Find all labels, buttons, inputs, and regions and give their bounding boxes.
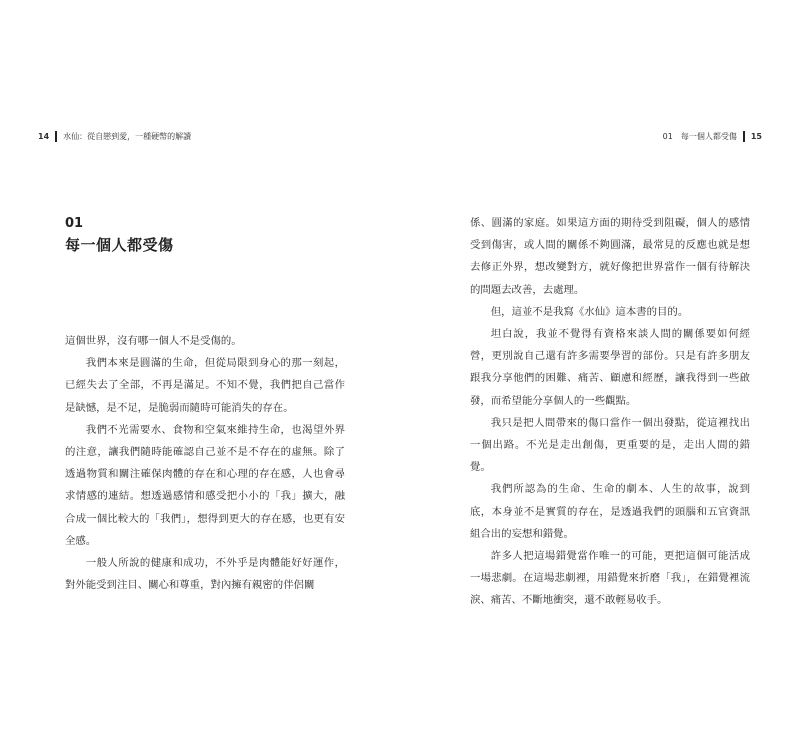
chapter-number: 01 — [65, 216, 84, 231]
paragraph: 這個世界，沒有哪一個人不是受傷的。 — [65, 335, 242, 347]
paragraph: 我只是把人間帶來的傷口當作一個出發點，從這裡找出一個出路。不光是走出創傷，更重要的是，走出人間的錯覺。 — [470, 416, 750, 474]
running-head-divider — [743, 131, 745, 142]
paragraph: 係、圓滿的家庭。如果這方面的期待受到阻礙，個人的感情受到傷害，或人間的關係不夠圓滿，最常見的反應也就是想去修正外界，想改變對方，就好像把世界當作一個有待解決的問題去改善，去處理。 — [470, 217, 750, 296]
right-page — [400, 0, 800, 744]
chapter-header: 01 每一個人都受傷 — [662, 132, 737, 141]
paragraph: 我們不光需要水、食物和空氣來維持生命，也渴望外界的注意，讓我們隨時能確認自己並不是不存在的虛無。除了透過物質和關注確保肉體的存在和心理的存在感，人也會尋求情感的連結。想透過感情和感受把小小的「我」擴大，融合成一個比較大的「我們」，想得到更大的存在感，也更有安全感。 — [65, 423, 345, 547]
left-running-head — [38, 131, 191, 142]
paragraph: 但，這並不是我寫《水仙》這本書的目的。 — [490, 305, 689, 318]
book-title-header: 水仙：從自戀到愛，一種硬幣的解讀 — [63, 132, 192, 141]
paragraph: 許多人把這場錯覺當作唯一的可能，更把這個可能活成一場悲劇。在這場悲劇裡，用錯覺來折磨「我」，在錯覺裡流淚、痛苦、不斷地衝突，還不敢輕易收手。 — [470, 550, 750, 607]
right-page-number: 15 — [750, 132, 762, 141]
chapter-title: 每一個人都受傷 — [65, 236, 174, 254]
right-running-head — [663, 131, 762, 142]
paragraph: 一般人所說的健康和成功，不外乎是肉體能好好運作，對外能受到注目、關心和尊重，對內擁有親密的伴侶關 — [65, 557, 345, 592]
paragraph: 我們本來是圓滿的生命，但從局限到身心的那一刻起，已經失去了全部，不再是滿足。不知不覺，我們把自己當作是缺憾，是不足，是脆弱而隨時可能消失的存在。 — [65, 357, 345, 414]
left-page-number: 14 — [38, 132, 50, 141]
running-head-divider — [55, 131, 57, 142]
paragraph: 我們所認為的生命、生命的劇本、人生的故事，說到底，本身並不是實質的存在，是透過我們的頭腦和五官資訊組合出的妄想和錯覺。 — [470, 483, 750, 540]
paragraph: 坦白說，我並不覺得有資格來談人間的關係要如何經營，更別說自己還有許多需要學習的部份。只是有許多朋友跟我分享他們的困難、痛苦、顧慮和經歷，讓我得到一些啟發，而希望能分享個人的一些觀點。 — [470, 328, 750, 407]
left-body-text — [65, 330, 345, 596]
right-body-text — [470, 212, 750, 612]
